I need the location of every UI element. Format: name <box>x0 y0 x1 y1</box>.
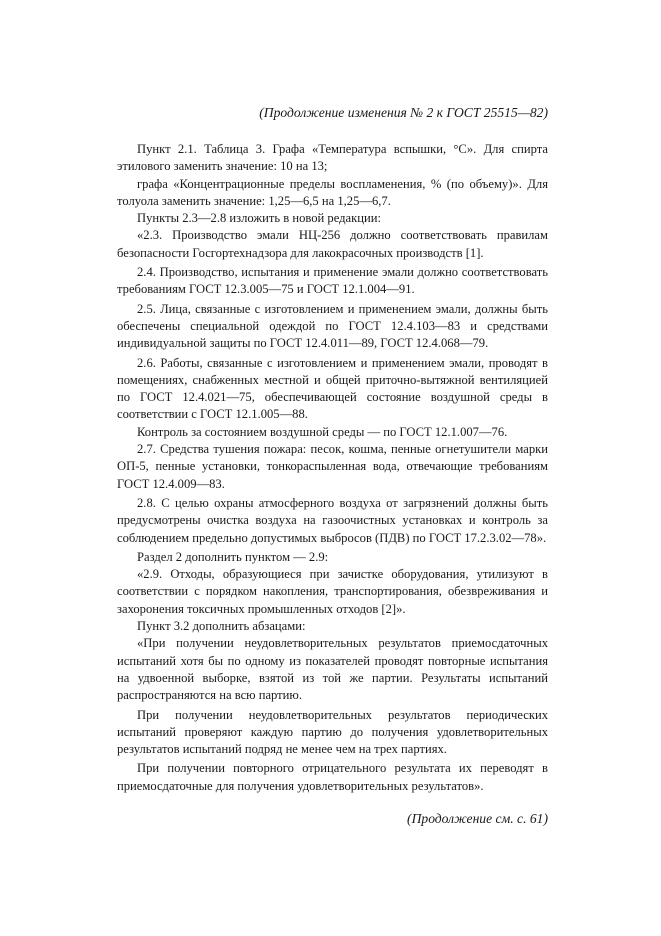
continuation-footer: (Продолжение см. с. 61) <box>407 810 548 826</box>
paragraph-acceptance-tests: «При получении неудовлетворительных результатов приемосдаточных испытаний хотя бы по одному из показателей проводят повторные испытания на удвоенной выборке, взятой из той же партии. Результаты испытаний распространяются на всю партию. <box>117 636 548 703</box>
document-body <box>117 141 548 795</box>
paragraph-periodic-tests: При получении неудовлетворительных результатов периодических испытаний проверяют каждую партию до получения удовлетворительных результатов испытаний подряд не менее чем на трех партиях. <box>117 707 548 757</box>
paragraph-2-7: 2.7. Средства тушения пожара: песок, кошма, пенные огнетушители марки ОП-5, пенные установки, тонкораспыленная вода, отвечающие требованиям ГОСТ 12.4.009—83. <box>117 442 548 491</box>
paragraph-air-control: Контроль за состоянием воздушной среды — по ГОСТ 12.1.007—76. <box>137 424 508 439</box>
paragraph-2-9: «2.9. Отходы, образующиеся при зачистке оборудования, утилизуют в соответствии с порядком накопления, транспортирования, обезвреживания и захоронения токсичных промышленных отходов [2]». <box>117 567 548 616</box>
paragraph-2-6: 2.6. Работы, связанные с изготовлением и применением эмали, проводят в помещениях, снабженных местной и общей приточно-вытяжной вентиляцией по ГОСТ 12.4.021—75, обеспечивающей состояние воздушной среды в соответствии с ГОСТ 12.1.005—88. <box>117 355 548 422</box>
paragraph-repeat-negative: При получении повторного отрицательного результата их переводят в приемосдаточные для получения удовлетворительных результатов». <box>117 761 548 793</box>
paragraph-section-2-add: Раздел 2 дополнить пунктом — 2.9: <box>137 549 329 564</box>
paragraph-2-3: «2.3. Производство эмали НЦ-256 должно соответствовать правилам безопасности Госгортехнадзора для лакокрасочных производств [1]. <box>117 228 548 260</box>
paragraph-flammability-limits: графа «Концентрационные пределы воспламенения, % (по объему)». Для толуола заменить значение: 1,25—6,5 на 1,25—6,7. <box>117 176 548 208</box>
paragraph-2-8: 2.8. С целью охраны атмосферного воздуха от загрязнений должны быть предусмотрены очистка воздуха на газоочистных установках и контроль за соблюдением предельно допустимых выбросов (ПДВ) по ГОСТ 17.2.3.02—78». <box>117 495 548 545</box>
paragraph-item-3-2: Пункт 3.2 дополнить абзацами: <box>137 619 306 634</box>
continuation-header: (Продолжение изменения № 2 к ГОСТ 25515—82) <box>259 105 548 120</box>
paragraph-items-2-3-2-8: Пункты 2.3—2.8 изложить в новой редакции: <box>137 211 381 226</box>
paragraph-2-5: 2.5. Лица, связанные с изготовлением и применением эмали, должны быть обеспечены специальной одеждой по ГОСТ 12.4.103—83 и средствами индивидуальной защиты по ГОСТ 12.4.011—89, ГОСТ 12.4.068—79. <box>117 301 548 351</box>
paragraph-2-1-table3-flash-point: Пункт 2.1. Таблица 3. Графа «Температура вспышки, °С». Для спирта этилового заменить значение: 10 на 13; <box>117 142 548 174</box>
paragraph-2-4: 2.4. Производство, испытания и применение эмали должно соответствовать требованиям ГОСТ 12.3.005—75 и ГОСТ 12.1.004—91. <box>117 265 548 297</box>
document-page <box>117 104 548 827</box>
